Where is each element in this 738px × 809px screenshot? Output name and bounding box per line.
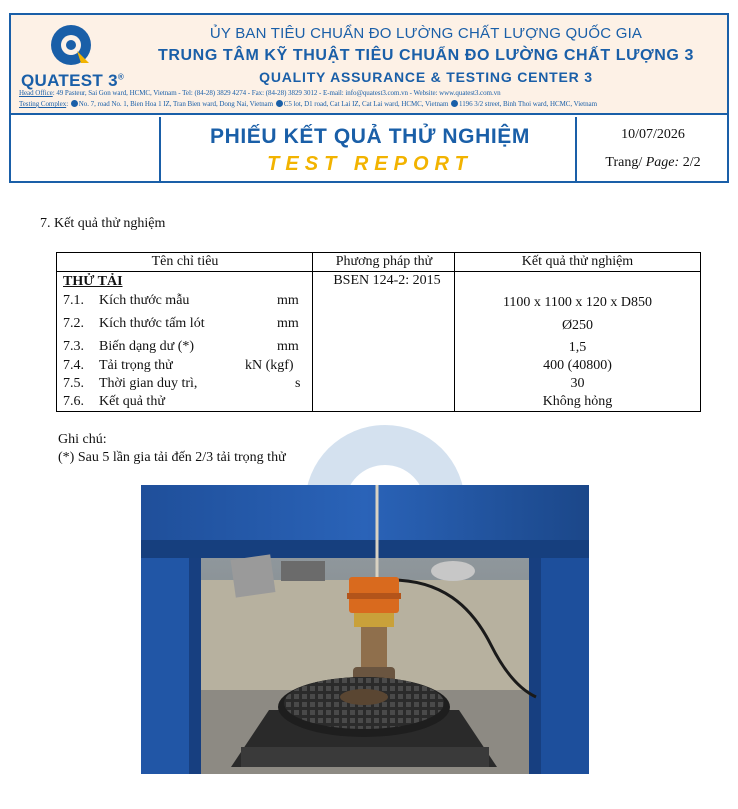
row-result: 400 (40800): [543, 358, 612, 373]
row-parameter: Kết quả thử: [99, 394, 165, 409]
row-result: 1,5: [568, 340, 587, 355]
title-bar-blank-cell: [11, 117, 161, 181]
row-result: Không hỏng: [542, 394, 613, 409]
page-number: Trang/ Page: 2/2: [605, 155, 701, 170]
report-title-vi: PHIẾU KẾT QUẢ THỬ NGHIỆM: [210, 125, 530, 148]
row-number: 7.4.: [63, 358, 84, 373]
row-number: 7.1.: [63, 293, 84, 308]
row-parameter: Biến dạng dư (*): [99, 339, 195, 354]
group-title-load-test: THỬ TẢI: [63, 274, 123, 289]
org-line-center-en: QUALITY ASSURANCE & TESTING CENTER 3: [259, 69, 593, 85]
row-number: 7.3.: [63, 339, 84, 354]
test-results-table: [56, 252, 701, 412]
row-result: 30: [570, 376, 585, 391]
location-pin-icon: [276, 100, 283, 107]
column-header-method: Phương pháp thử: [335, 254, 433, 269]
row-parameter: Kích thước tấm lót: [99, 316, 205, 331]
section-title: 7. Kết quả thử nghiệm: [40, 216, 166, 231]
row-unit: mm: [277, 293, 299, 308]
org-line-committee: ỦY BAN TIÊU CHUẨN ĐO LƯỜNG CHẤT LƯỢNG QUỐC GIA: [209, 25, 643, 42]
location-pin-icon: [451, 100, 458, 107]
column-divider: [312, 253, 313, 411]
row-parameter: Kích thước mẫu: [99, 293, 190, 308]
row-unit: kN (kgf): [245, 358, 294, 373]
column-header-parameter: Tên chỉ tiêu: [151, 254, 219, 269]
table-header-row: [57, 253, 700, 272]
report-title-cell: [163, 117, 577, 181]
column-header-result: Kết quả thử nghiệm: [521, 254, 634, 269]
report-title-bar: [11, 117, 727, 181]
report-title-en: TEST REPORT: [267, 153, 473, 175]
head-office-address: Head Office: 49 Pasteur, Sai Gon ward, HCMC, Vietnam - Tel: (84-28) 3829 4274 - Fax: (84-28) 3829 3012 - E-mail: info@quatest3.com.vn - Website: www.quatest3.com.vn: [19, 89, 501, 97]
row-number: 7.2.: [63, 316, 84, 331]
row-unit: mm: [277, 316, 299, 331]
row-result: Ø250: [561, 318, 594, 333]
org-line-center-vi: TRUNG TÂM KỸ THUẬT TIÊU CHUẨN ĐO LƯỜNG CHẤT LƯỢNG 3: [158, 47, 694, 64]
row-unit: mm: [277, 339, 299, 354]
row-number: 7.6.: [63, 394, 84, 409]
location-pin-icon: [71, 100, 78, 107]
testing-complex-address: Testing Complex: No. 7, road No. 1, Bien Hoa 1 IZ, Tran Bien ward, Dong Nai, Vietnam C5 lot, D1 road, Cat Lai IZ, Cat Lai ward, HCMC, Vietnam 1196 3/2 street, Binh Thoi ward, HCMC, Vietnam: [19, 100, 597, 108]
test-method: BSEN 124-2: 2015: [333, 273, 441, 288]
load-test-photo: [141, 485, 589, 774]
report-meta-cell: [579, 117, 727, 181]
organization-banner: [11, 15, 727, 115]
report-date: 10/07/2026: [621, 127, 685, 142]
notes-text: (*) Sau 5 lần gia tải đến 2/3 tải trọng thử: [58, 450, 286, 465]
quatest-logo-icon: [49, 23, 93, 67]
row-number: 7.5.: [63, 376, 84, 391]
notes-title: Ghi chú:: [58, 432, 107, 447]
row-parameter: Tải trọng thử: [99, 358, 173, 373]
logo-wordmark: QUATEST 3®: [21, 71, 125, 90]
row-parameter: Thời gian duy trì,: [99, 376, 198, 391]
report-header: [9, 13, 729, 183]
row-result: 1100 x 1100 x 120 x D850: [502, 295, 653, 310]
row-unit: s: [295, 376, 301, 391]
